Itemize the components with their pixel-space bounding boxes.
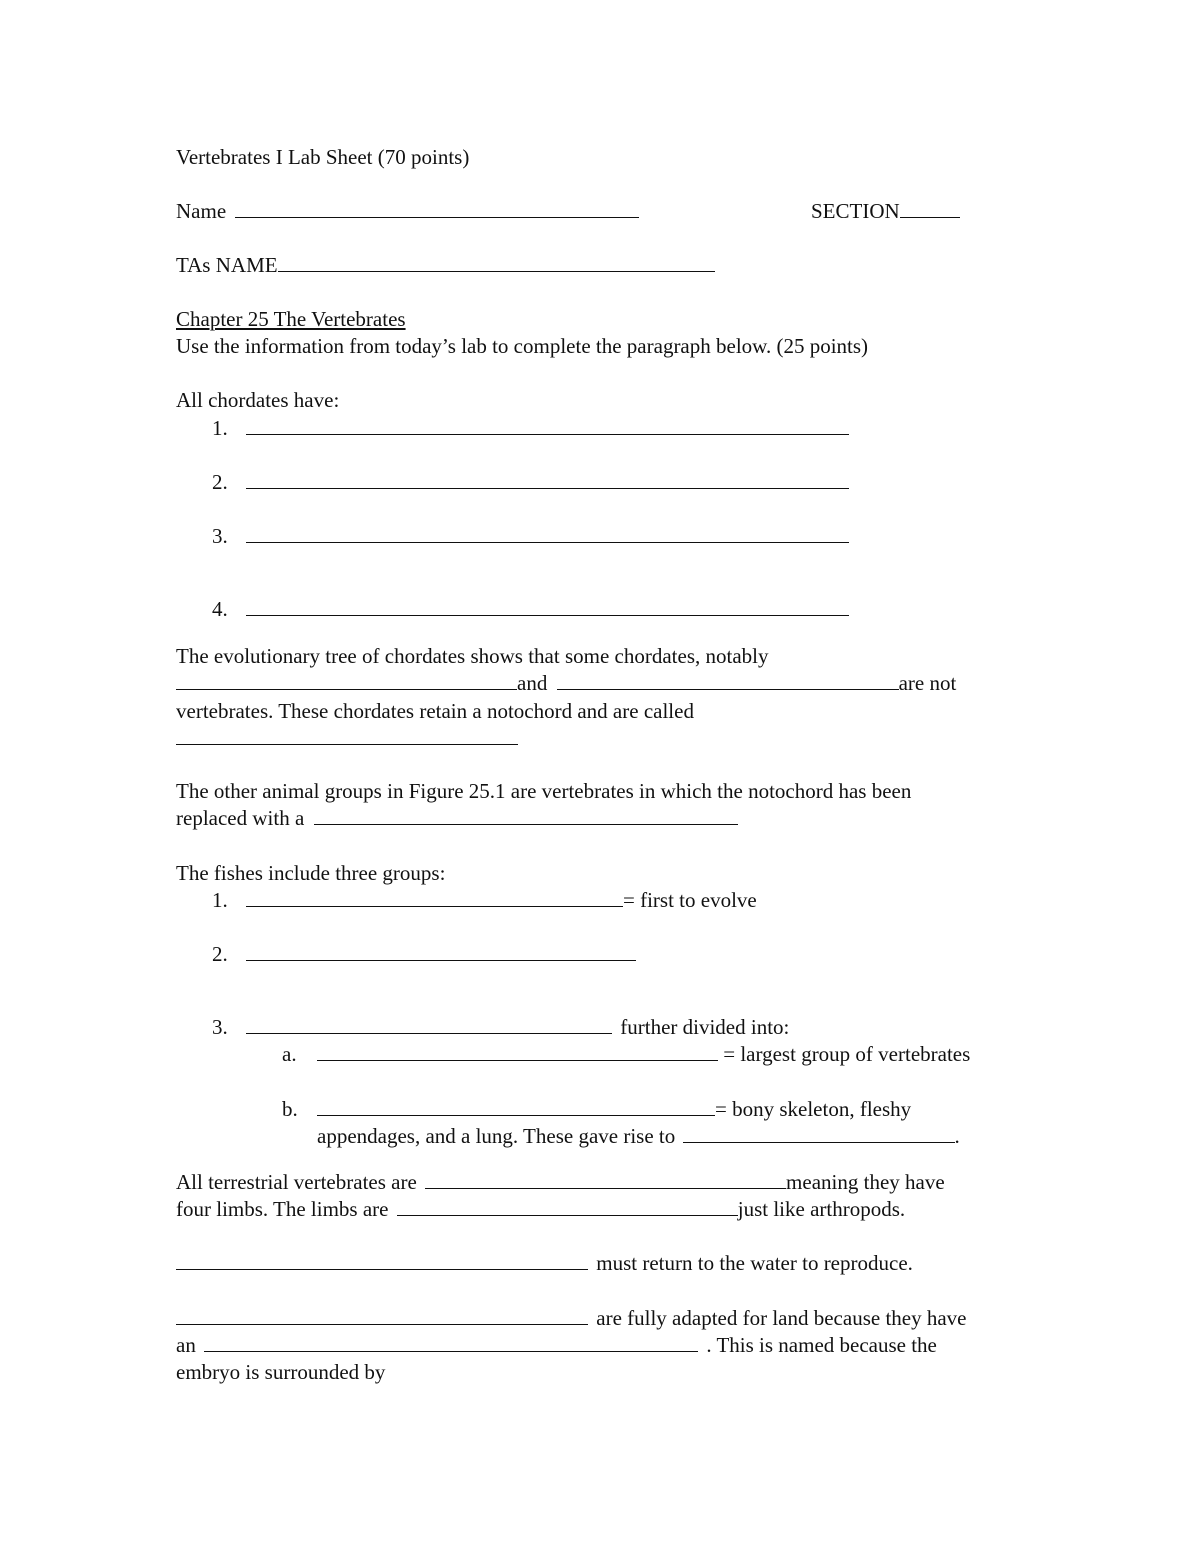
ta-name-blank[interactable]: [278, 254, 715, 272]
item-number: 1.: [212, 416, 228, 440]
first-to-evolve-text: = first to evolve: [623, 888, 757, 912]
chapter-heading: Chapter 25 The Vertebrates: [176, 307, 406, 331]
fish-subitem-b: [317, 1097, 911, 1121]
chordate-item: [212, 597, 228, 621]
subitem-label-b: b.: [282, 1097, 298, 1121]
amniotes-text-1: are fully adapted for land because they have: [596, 1306, 967, 1330]
evolution-blank-1[interactable]: [176, 672, 517, 690]
name-row: [176, 199, 639, 223]
amphibians-text: must return to the water to reproduce.: [596, 1251, 913, 1275]
ta-name-row: [176, 253, 715, 277]
amphibians-line: [176, 1251, 913, 1275]
item-number: 2.: [212, 470, 228, 494]
section-row: [811, 199, 960, 223]
chordate-blank-1[interactable]: [246, 417, 849, 435]
ta-name-label: TAs NAME: [176, 253, 278, 277]
appendages-text: appendages, and a lung. These gave rise to: [317, 1124, 676, 1148]
evolution-line-3: vertebrates. These chordates retain a notochord and are called: [176, 699, 694, 723]
chordate-item: [212, 470, 228, 494]
further-divided-text: further divided into:: [620, 1015, 790, 1039]
period-text: .: [954, 1124, 960, 1148]
terrestrial-blank-2[interactable]: [397, 1198, 738, 1216]
amniotes-line-3: embryo is surrounded by: [176, 1360, 386, 1384]
amphibians-blank[interactable]: [176, 1252, 588, 1270]
item-number: 4.: [212, 597, 228, 621]
item-number: 3.: [212, 524, 228, 548]
bony-skeleton-text: = bony skeleton, fleshy: [715, 1097, 912, 1121]
fishes-intro: The fishes include three groups:: [176, 861, 446, 885]
fish-item-number: 2.: [212, 942, 228, 966]
section-blank[interactable]: [900, 200, 960, 218]
terrestrial-text-1b: meaning they have: [786, 1170, 945, 1194]
name-blank[interactable]: [235, 200, 639, 218]
evolution-line-2: [176, 671, 956, 695]
terrestrial-line-1: [176, 1170, 945, 1194]
gave-rise-blank[interactable]: [683, 1125, 955, 1143]
are-not-text: are not: [898, 671, 957, 695]
chordate-blank-4[interactable]: [246, 598, 849, 616]
subitem-a-blank[interactable]: [317, 1043, 718, 1061]
chordate-blank-2[interactable]: [246, 471, 849, 489]
replaced-text: replaced with a: [176, 806, 305, 830]
and-text: and: [517, 671, 548, 695]
largest-group-text: = largest group of vertebrates: [723, 1042, 971, 1066]
chordate-item: [212, 416, 228, 440]
page-title: Vertebrates I Lab Sheet (70 points): [176, 145, 470, 169]
an-text: an: [176, 1333, 196, 1357]
subitem-b-blank[interactable]: [317, 1098, 715, 1116]
terrestrial-line-2: [176, 1197, 905, 1221]
evolution-blank-2[interactable]: [557, 672, 899, 690]
evolution-line-1: The evolutionary tree of chordates shows that some chordates, notably: [176, 644, 769, 668]
terrestrial-text-2b: just like arthropods.: [737, 1197, 906, 1221]
instructions: Use the information from today’s lab to complete the paragraph below. (25 points): [176, 334, 869, 358]
named-text: . This is named because the: [706, 1333, 937, 1357]
amniotes-blank-1[interactable]: [176, 1307, 588, 1325]
fish-subitem-b-line-2: [317, 1124, 960, 1148]
fish-blank-1[interactable]: [246, 889, 623, 907]
chordates-intro: All chordates have:: [176, 388, 340, 412]
fish-item-number: 1.: [212, 888, 228, 912]
fish-subitem-a: [317, 1042, 970, 1066]
fish-blank-2[interactable]: [246, 943, 636, 961]
section-label: SECTION: [811, 199, 900, 223]
amniotes-blank-2[interactable]: [204, 1334, 698, 1352]
chordate-blank-3[interactable]: [246, 525, 849, 543]
replaced-blank[interactable]: [314, 807, 738, 825]
fish-item-3: [246, 1015, 789, 1039]
fish-item-1: [246, 888, 757, 912]
terrestrial-text-1a: All terrestrial vertebrates are: [176, 1170, 417, 1194]
fish-item-number: 3.: [212, 1015, 228, 1039]
name-label: Name: [176, 199, 227, 223]
amniotes-line-1: [176, 1306, 967, 1330]
chordate-item: [212, 524, 228, 548]
other-groups-line-1: The other animal groups in Figure 25.1 are vertebrates in which the notochord has been: [176, 779, 912, 803]
subitem-label-a: a.: [282, 1042, 297, 1066]
terrestrial-blank-1[interactable]: [425, 1171, 786, 1189]
other-groups-line-2: [176, 806, 738, 830]
evolution-blank-3[interactable]: [176, 727, 518, 745]
terrestrial-text-2a: four limbs. The limbs are: [176, 1197, 389, 1221]
amniotes-line-2: [176, 1333, 937, 1357]
fish-blank-3[interactable]: [246, 1016, 612, 1034]
